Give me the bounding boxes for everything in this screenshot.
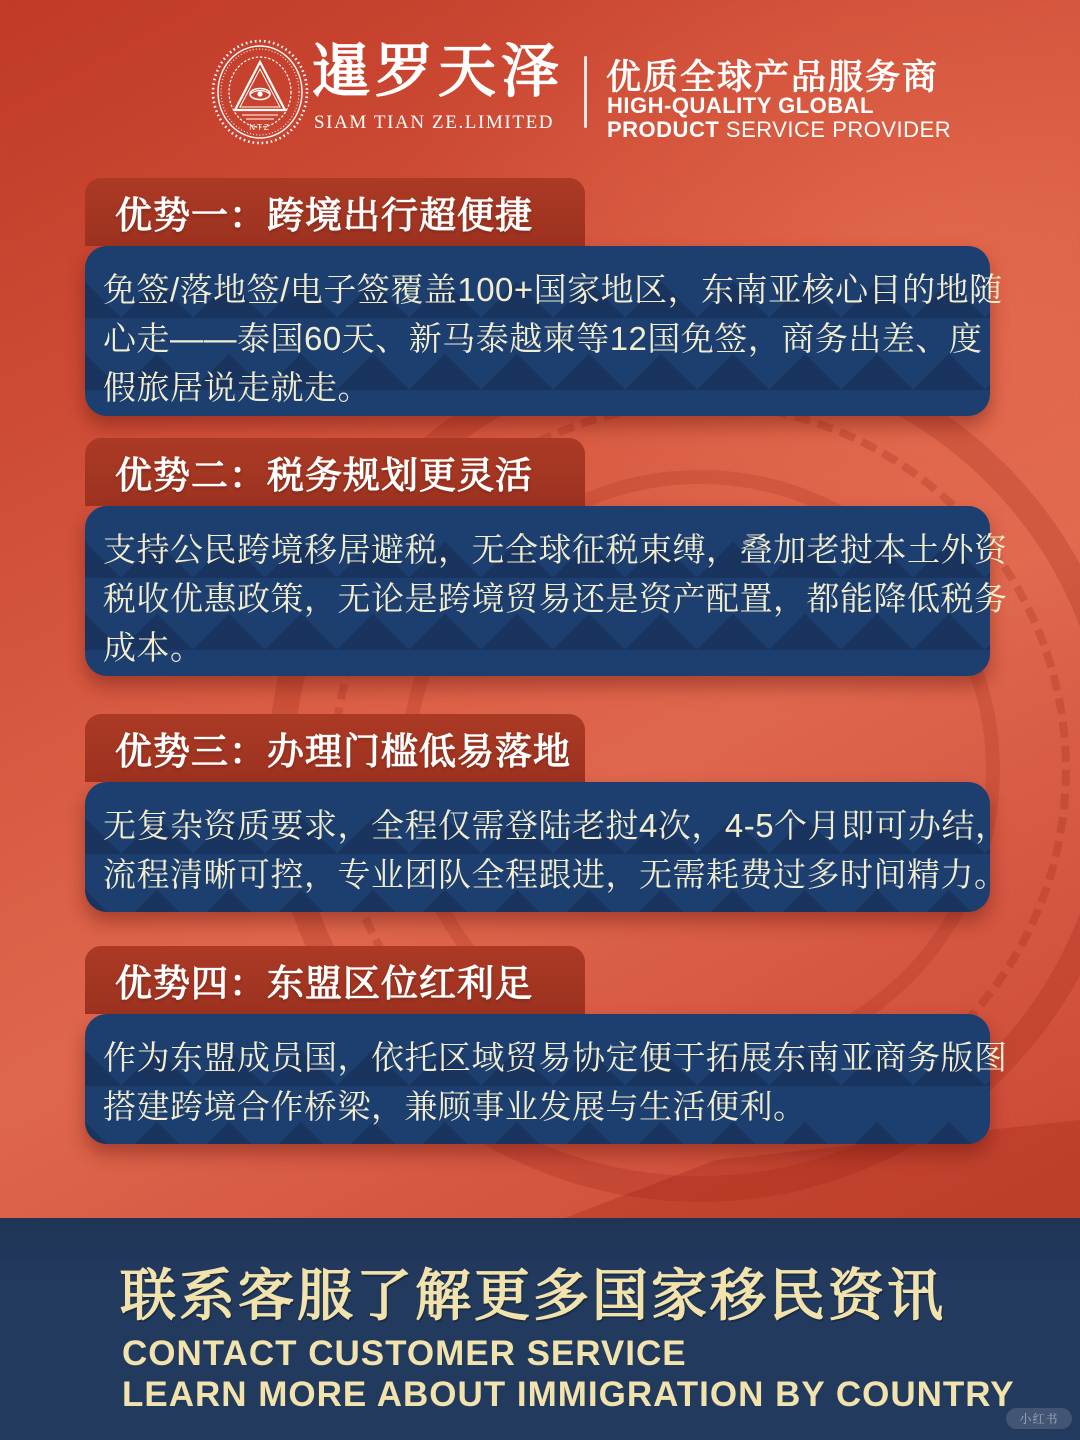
tagline-zh: 优质全球产品服务商 <box>606 58 940 97</box>
advantage-1-title: 优势一：跨境出行超便捷 <box>115 195 533 236</box>
footer-cta <box>0 1218 1080 1440</box>
tagline-en-line2 <box>607 117 951 143</box>
tagline-en-line1: HIGH-QUALITY GLOBAL <box>607 93 874 118</box>
advantage-3-body <box>85 782 1009 912</box>
footer-en-line1: CONTACT CUSTOMER SERVICE <box>122 1334 687 1373</box>
body-line: 免签/落地签/电子签覆盖100+国家地区，东南亚核心目的地随 <box>103 271 1003 308</box>
body-line: 作为东盟成员国，依托区域贸易协定便于拓展东南亚商务版图 <box>103 1039 1008 1076</box>
footer-headline: 联系客服了解更多国家移民资讯 <box>120 1264 946 1327</box>
advantage-3-title: 优势三：办理门槛低易落地 <box>115 731 571 772</box>
body-line: 税收优惠政策，无论是跨境贸易还是资产配置，都能降低税务 <box>103 580 1008 617</box>
body-line: 搭建跨境合作桥梁，兼顾事业发展与生活便利。 <box>103 1088 807 1125</box>
advantage-4-title: 优势四：东盟区位红利足 <box>115 963 533 1004</box>
body-line: 假旅居说走就走。 <box>103 369 371 406</box>
tagline-en-line2-bold: PRODUCT <box>607 117 720 142</box>
tagline-en-line2-rest: SERVICE PROVIDER <box>719 117 952 142</box>
header-divider <box>584 56 587 128</box>
body-line: 心走——泰国60天、新马泰越柬等12国免签，商务出差、度 <box>103 320 983 357</box>
advantage-3-title-bar <box>85 714 585 782</box>
advantage-4-title-bar <box>85 946 585 1014</box>
brand-name-en: SIAM TIAN ZE.LIMITED <box>314 112 555 133</box>
advantage-4-body <box>85 1014 1008 1144</box>
company-seal-icon <box>210 38 310 146</box>
xiaohongshu-watermark: 小红书 <box>1006 1408 1072 1429</box>
advantage-2-title-bar <box>85 438 585 506</box>
advantage-1-title-bar <box>85 178 585 246</box>
body-line: 无复杂资质要求，全程仅需登陆老挝4次，4-5个月即可办结， <box>103 807 1009 844</box>
advantage-1-body <box>85 246 1003 416</box>
body-line: 支持公民跨境移居避税，无全球征税束缚，叠加老挝本土外资 <box>103 531 1008 568</box>
advantage-2-title: 优势二：税务规划更灵活 <box>115 455 533 496</box>
advantage-2-body <box>85 506 1008 676</box>
footer-en-line2: LEARN MORE ABOUT IMMIGRATION BY COUNTRY <box>122 1375 1015 1414</box>
seal-monogram: NTZ <box>249 123 271 132</box>
body-line: 成本。 <box>103 629 204 666</box>
body-line: 流程清晰可控，专业团队全程跟进，无需耗费过多时间精力。 <box>103 856 1008 893</box>
brand-name-zh: 暹罗天泽 <box>312 39 565 104</box>
